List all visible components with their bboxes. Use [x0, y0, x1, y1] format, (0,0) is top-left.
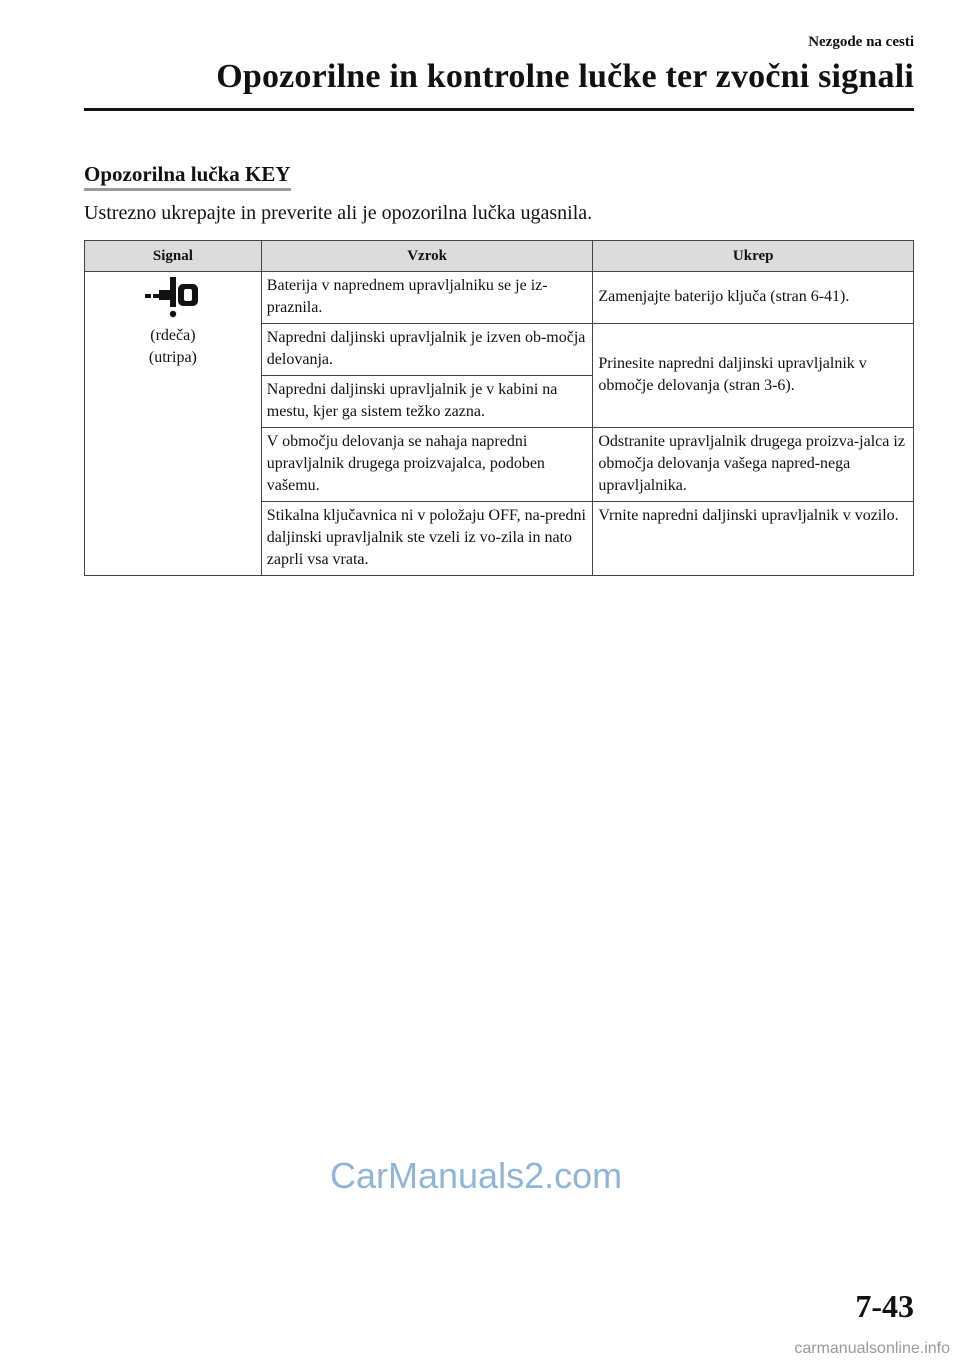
section-title: Opozorilna lučka KEY [84, 162, 291, 191]
cause-cell: Stikalna ključavnica ni v položaju OFF, na-predni daljinski upravljalnik ste vzeli iz vo-zila in nato zaprli vsa vrata. [261, 502, 593, 576]
action-cell: Vrnite napredni daljinski upravljalnik v vozilo. [593, 502, 914, 576]
signal-color-label: (rdeča) [150, 327, 196, 344]
header-cause: Vzrok [261, 241, 593, 272]
table-row [85, 272, 914, 324]
page-title: Opozorilne in kontrolne lučke ter zvočni signali [216, 58, 914, 95]
cause-cell: Napredni daljinski upravljalnik je v kabini na mestu, kjer ga sistem težko zazna. [261, 376, 593, 428]
signal-state-label: (utripa) [148, 349, 197, 366]
signal-cell [85, 272, 262, 576]
cause-cell: V območju delovanja se nahaja napredni upravljalnik drugega proizvajalca, podoben vašemu. [261, 428, 593, 502]
header-divider [84, 108, 914, 111]
section-intro: Ustrezno ukrepajte in preverite ali je opozorilna lučka ugasnila. [84, 202, 593, 224]
cause-cell: Napredni daljinski upravljalnik je izven ob-močja delovanja. [261, 324, 593, 376]
header-section-label: Nezgode na cesti [808, 34, 914, 50]
table-header-row [85, 241, 914, 272]
action-cell: Odstranite upravljalnik drugega proizva-jalca iz območja delovanja vašega napred-nega upravljalnika. [593, 428, 914, 502]
action-cell: Zamenjajte baterijo ključa (stran 6-41). [593, 272, 914, 324]
action-cell: Prinesite napredni daljinski upravljalnik v območje delovanja (stran 3-6). [593, 324, 914, 428]
watermark: CarManuals2.com [330, 1155, 623, 1196]
warning-table [84, 240, 914, 576]
key-warning-icon [143, 275, 203, 319]
footer-site-link[interactable]: carmanualsonline.info [794, 1340, 950, 1357]
cause-cell: Baterija v naprednem upravljalniku se je iz-praznila. [261, 272, 593, 324]
page-number: 7-43 [855, 1288, 914, 1324]
header-signal: Signal [85, 241, 262, 272]
header-action: Ukrep [593, 241, 914, 272]
